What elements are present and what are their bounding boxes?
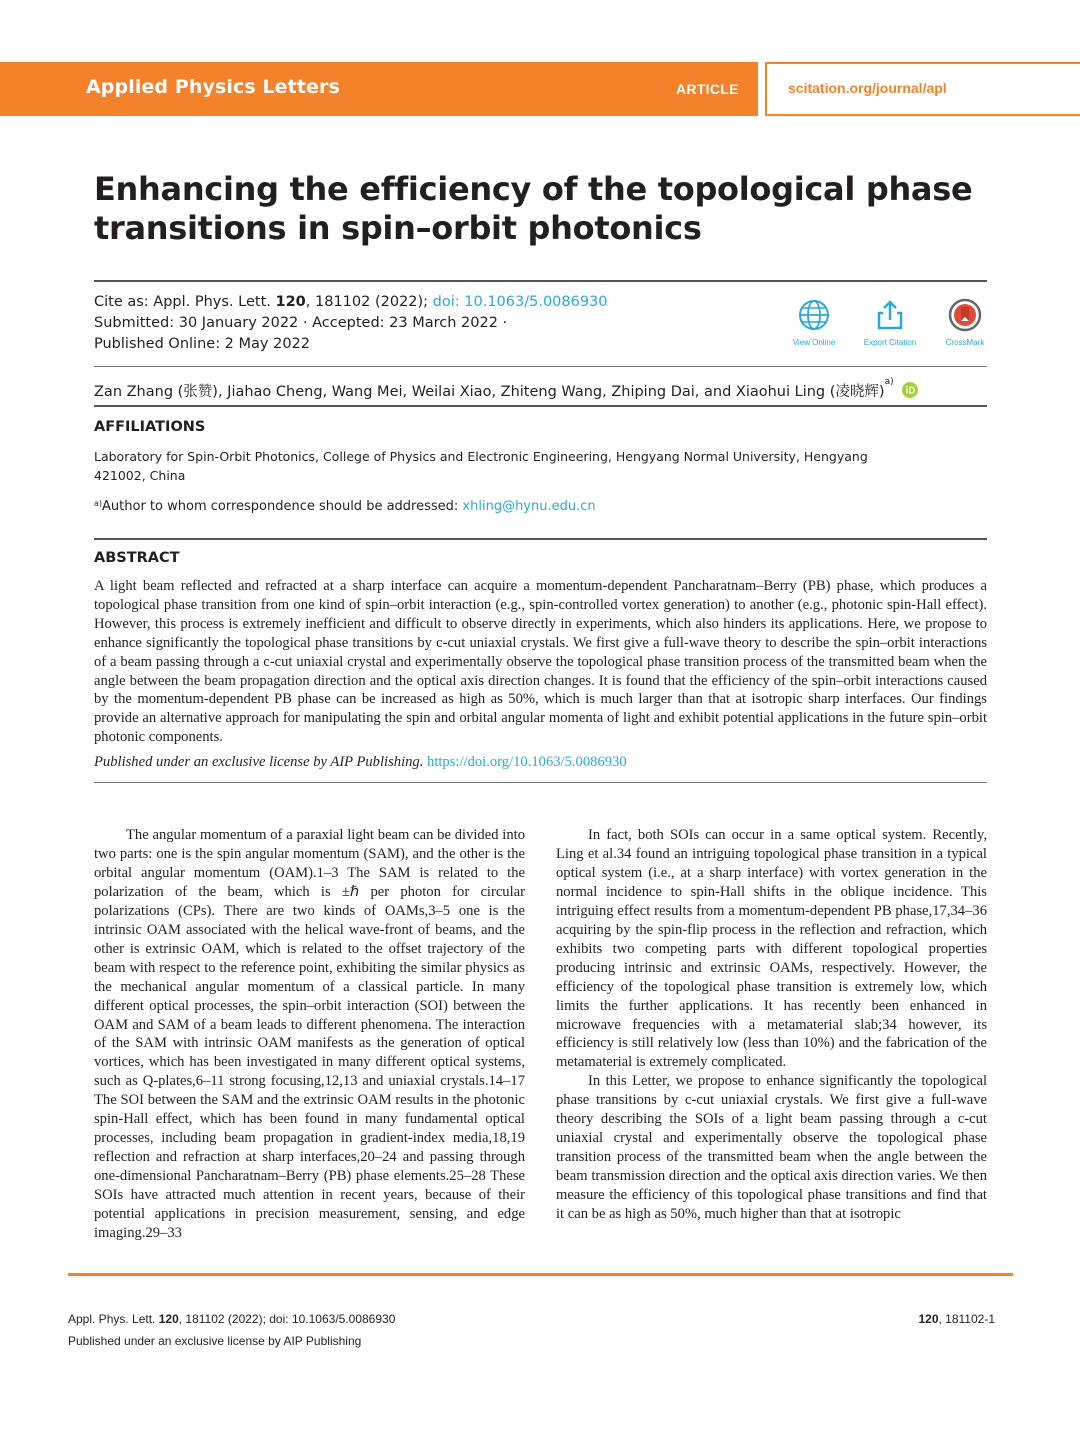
title-divider bbox=[94, 280, 987, 282]
crossmark-label: CrossMark bbox=[945, 338, 985, 347]
footer-divider bbox=[68, 1273, 1013, 1276]
body-paragraph: In fact, both SOIs can occur in a same optical system. Recently, Ling et al.34 found an intriguing topological phase transition in a typical optical system (i.e., at a sharp interface) with vortex generation in the normal incidence to spin-Hall shifts in the oblique incidence. This intriguing effect results from a momentum-dependent PB phase,17,34–36 acquiring by the spin-flip process in the reflection and refraction, which exhibits two competing parts with different topological properties producing intrinsic and extrinsic OAMs, respectively. However, the efficiency of the topological phase transition is extremely low, which limits the further applications. It has recently been enhanced in microwave frequencies with a metamaterial slab;34 however, its efficiency is still relatively low (less than 10%) and the fabrication of the metamaterial is extremely complicated. bbox=[556, 827, 987, 1071]
footer-cite-rest: , 181102 (2022); doi: 10.1063/5.0086930 bbox=[178, 1312, 396, 1326]
body-paragraph: The angular momentum of a paraxial light beam can be divided into two parts: one is the spin angular momentum (SAM), and the other is the orbital angular momentum (OAM).1–3 The SAM is related to the polarization of the beam, which is ±ℏ per photon for circular polarizations (CPs). There are two kinds of OAMs,3–5 one is the intrinsic OAM associated with the helical wave-front of beams, and the other is extrinsic OAM, which is related to the offset trajectory of the beam with respect to the reference point, exhibiting the similar physics as the mechanical angular momentum of a classical particle. In many different optical processes, the spin–orbit interaction (SOI) between the OAM and SAM of a beam leads to different phenomena. The interaction of the SAM with intrinsic OAM manifests as the generation of optical vortices, which has been investigated in many different optical systems, such as Q-plates,6–11 strong focusing,12,13 and uniaxial crystals.14–17 The SOI between the SAM and the extrinsic OAM results in the photonic spin-Hall effect, which has been found in many fundamental optical processes, including beam propagation in gradient-index media,18,19 reflection and refraction at sharp interfaces,20–24 and passing through one-dimensional Pancharatnam–Berry (PB) phase elements.25–28 These SOIs have attracted much attention in recent years, because of their potential applications in precision measurement, sensing, and edge imaging.29–33 bbox=[94, 827, 525, 1242]
corr-text: Author to whom correspondence should be addressed: bbox=[102, 499, 463, 514]
footer-citation bbox=[68, 1308, 395, 1352]
correspondence-note bbox=[94, 499, 894, 514]
footer-cite-line bbox=[68, 1308, 395, 1330]
body-paragraph: In this Letter, we propose to enhance significantly the topological phase transitions by c-cut uniaxial crystals. We first give a full-wave theory describing the SOIs of a light beam passing through a c-cut uniaxial crystal and experimentally observe the topological phase transition process of the transmitted beam when the angle between the beam transmission direction and the optical axis direction varies. We then measure the efficiency of this topological phase transitions and find that it can be as high as 50%, much higher than that at isotropic bbox=[556, 1073, 987, 1223]
dates-line-1: Submitted: 30 January 2022 · Accepted: 23 March 2022 · bbox=[94, 315, 508, 331]
body-column-left bbox=[94, 826, 525, 1243]
doi-link[interactable]: doi: 10.1063/5.0086930 bbox=[432, 294, 608, 310]
body-column-right bbox=[556, 826, 987, 1224]
license-line bbox=[94, 754, 627, 771]
footer-cite-volume: 120 bbox=[158, 1312, 179, 1326]
author-list bbox=[94, 377, 994, 401]
cite-volume: 120 bbox=[275, 294, 306, 310]
author-corr-marker: a) bbox=[884, 377, 894, 387]
footer-page-number bbox=[900, 1308, 995, 1330]
dates-line-2: Published Online: 2 May 2022 bbox=[94, 336, 311, 352]
article-type-label: ARTICLE bbox=[676, 81, 739, 97]
orcid-icon[interactable] bbox=[902, 382, 918, 398]
cite-rest: , 181102 (2022); bbox=[305, 294, 433, 310]
article-title: Enhancing the efficiency of the topological phase transitions in spin–orbit photonics bbox=[94, 170, 973, 247]
footer-cite-prefix: Appl. Phys. Lett. bbox=[68, 1312, 159, 1326]
journal-url-link[interactable]: scitation.org/journal/apl bbox=[788, 80, 947, 96]
globe-icon bbox=[797, 298, 831, 332]
abstract-text: A light beam reflected and refracted at a sharp interface can acquire a momentum-dependent Pancharatnam–Berry (PB) phase, which produces a topological phase transition from one kind of spin–orbit interaction (e.g., spin-controlled vortex generation) to another (e.g., photonic spin-Hall effect). However, this process is extremely inefficient and difficult to observe directly in experiments, which also hinders its applications. Here, we propose to enhance significantly the topological phase transitions by c-cut uniaxial crystals. We first give a full-wave theory to describe the spin–orbit interactions of a beam passing through a c-cut uniaxial crystal and experimentally observe the topological phase transition process of the transmitted beam when the angle between the beam propagation direction and the optical axis direction changes. It is found that the efficiency of the spin–orbit interactions caused by the momentum-dependent PB phase can be increased as high as 50%, which is much larger than that at isotropic sharp interfaces. Our findings provide an alternative approach for manipulating the spin and orbital angular momenta of light and exhibit potential applications in the future spin–orbit photonic components. bbox=[94, 578, 987, 746]
corr-marker: a) bbox=[94, 499, 103, 508]
authors-divider bbox=[94, 405, 987, 407]
journal-header bbox=[0, 62, 1080, 116]
footer-page-volume: 120 bbox=[918, 1312, 939, 1326]
abstract-heading: ABSTRACT bbox=[94, 550, 180, 566]
corr-email-link[interactable]: xhling@hynu.edu.cn bbox=[462, 499, 596, 514]
crossmark-button[interactable] bbox=[930, 298, 1000, 347]
affiliations-heading: AFFILIATIONS bbox=[94, 419, 206, 435]
view-online-button[interactable] bbox=[779, 298, 849, 347]
export-icon bbox=[873, 298, 907, 332]
export-citation-button[interactable] bbox=[855, 298, 925, 347]
citation-block bbox=[94, 292, 774, 355]
export-citation-label: Export Citation bbox=[863, 338, 917, 347]
journal-header-bar bbox=[0, 62, 758, 116]
abstract-divider bbox=[94, 782, 987, 783]
footer-license: Published under an exclusive license by AIP Publishing bbox=[68, 1334, 362, 1348]
journal-url-box[interactable] bbox=[765, 62, 1080, 116]
view-online-label: View Online bbox=[792, 338, 836, 347]
author-names: Zan Zhang (张赞), Jiahao Cheng, Wang Mei, Weilai Xiao, Zhiteng Wang, Zhiping Dai, and Xiaohui Ling (凌晓辉) bbox=[94, 384, 885, 400]
affiliation-text: Laboratory for Spin-Orbit Photonics, College of Physics and Electronic Engineering, Hengyang Normal University, Hengyang 421002, China bbox=[94, 449, 868, 483]
crossmark-icon bbox=[948, 298, 982, 332]
license-doi-link[interactable]: https://doi.org/10.1063/5.0086930 bbox=[427, 754, 627, 770]
cite-prefix: Cite as: Appl. Phys. Lett. bbox=[94, 294, 276, 310]
journal-name[interactable]: Applied Physics Letters bbox=[86, 76, 340, 98]
cite-divider bbox=[94, 366, 987, 367]
footer-page-rest: , 181102-1 bbox=[938, 1312, 995, 1326]
license-statement: Published under an exclusive license by AIP Publishing. bbox=[94, 754, 424, 770]
affiliations-divider bbox=[94, 538, 987, 540]
cite-line bbox=[94, 292, 774, 313]
